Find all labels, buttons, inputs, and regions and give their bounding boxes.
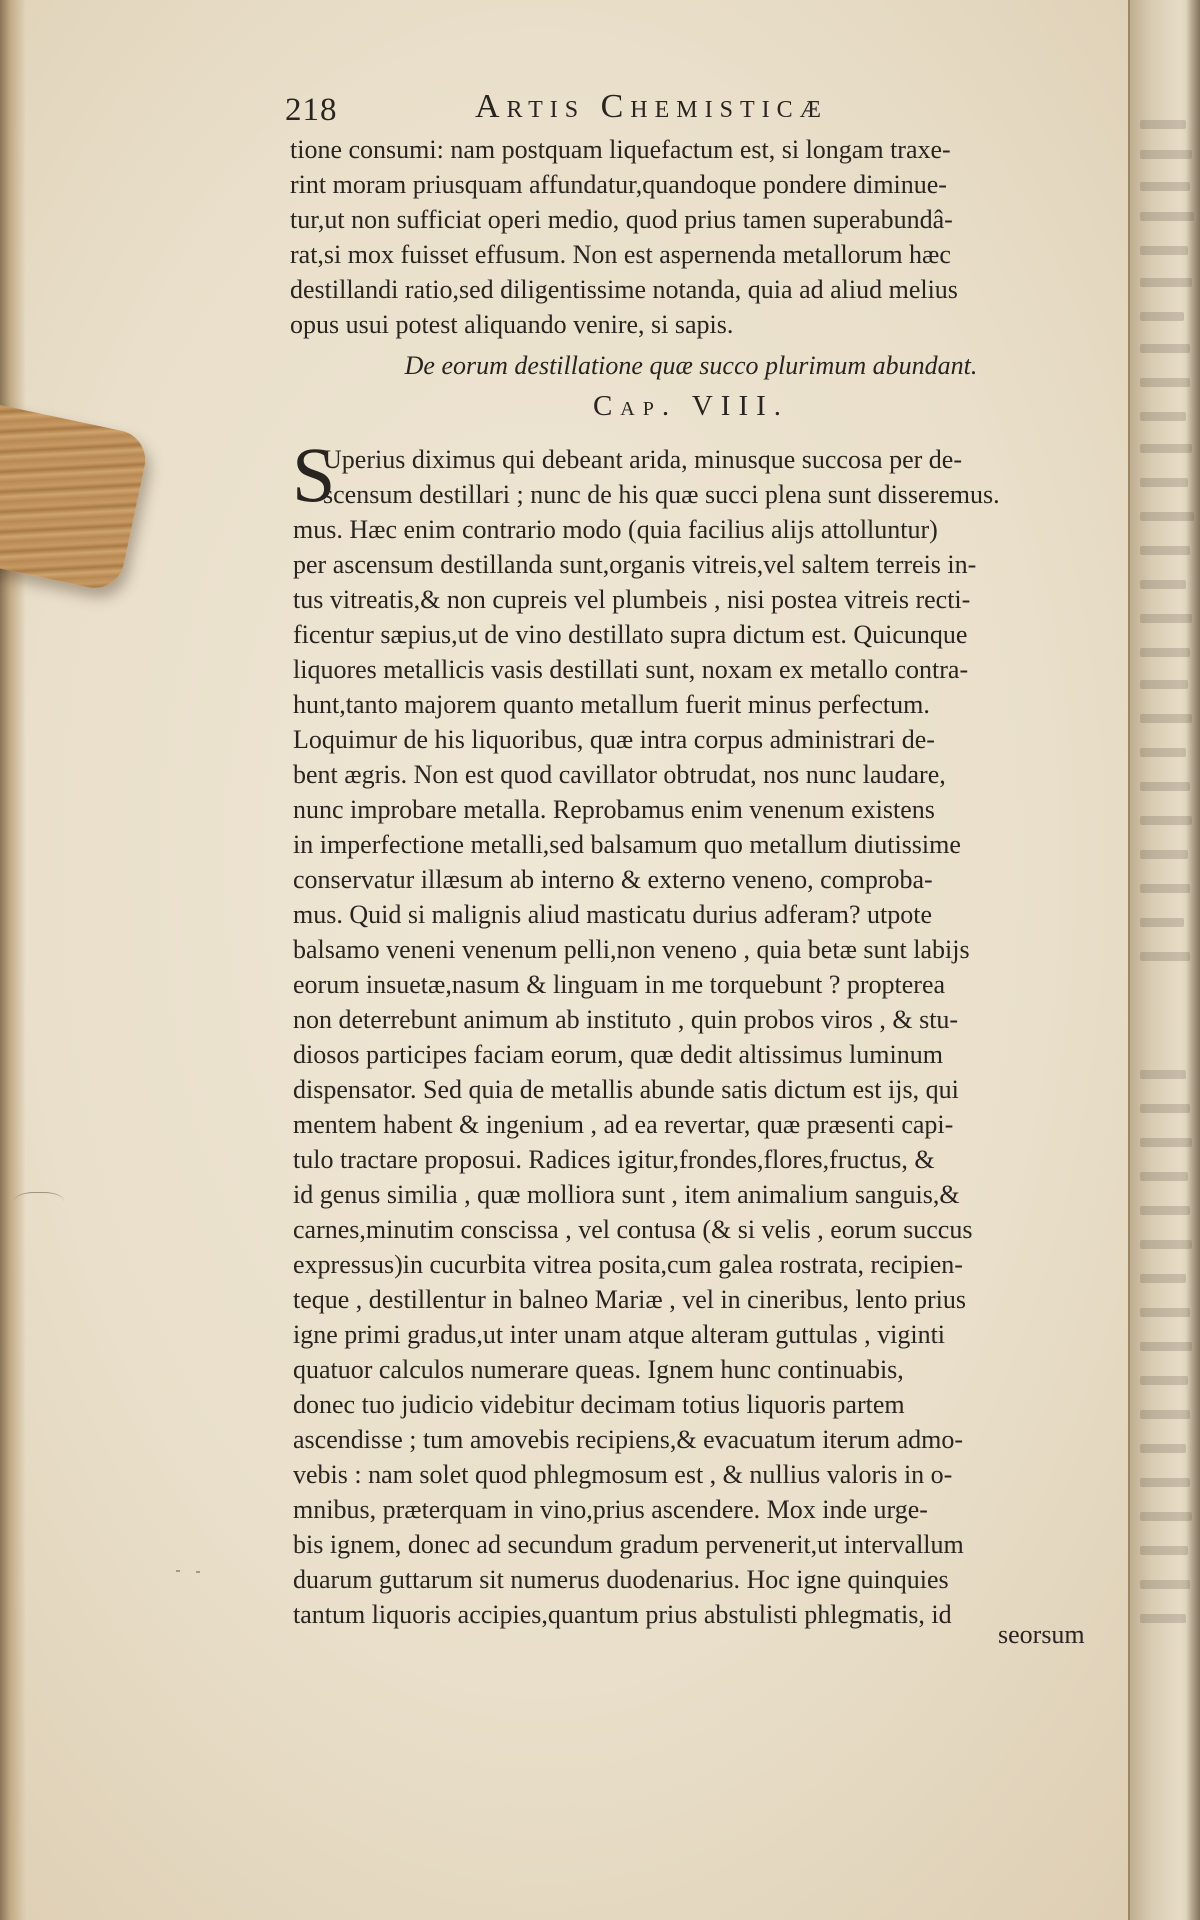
- wooden-page-holder: [0, 402, 151, 593]
- text-line: mentem habent & ingenium , ad ea revertar, quæ præsenti capi-: [293, 1110, 954, 1139]
- text-line: tur,ut non sufficiat operi medio, quod prius tamen superabundâ-: [290, 205, 953, 234]
- text-line: nunc improbare metalla. Reprobamus enim venenum existens: [293, 795, 935, 824]
- page-header: [285, 88, 1095, 128]
- text-line: id genus similia , quæ molliora sunt , item animalium sanguis,&: [293, 1180, 960, 1209]
- text-line: Loquimur de his liquoribus, quæ intra corpus administrari de-: [293, 725, 935, 754]
- fore-edge-shadow: [1186, 0, 1200, 1920]
- text-line: mus. Hæc enim contrario modo (quia facilius alijs attolluntur): [293, 515, 938, 544]
- text-line: ficentur sæpius,ut de vino destillato supra dictum est. Quicunque: [293, 620, 968, 649]
- text-line: expressus)in cucurbita vitrea posita,cum galea rostrata, recipien-: [293, 1250, 963, 1279]
- drop-cap: S: [292, 431, 336, 518]
- text-line: destillandi ratio,sed diligentissime notanda, quia ad aliud melius: [290, 275, 958, 304]
- text-line: opus usui potest aliquando venire, si sapis.: [290, 310, 734, 339]
- text-line: carnes,minutim conscissa , vel contusa (& si velis , eorum succus: [293, 1215, 973, 1244]
- chapter-number: Cap. VIII.: [592, 390, 790, 422]
- text-line: tantum liquoris accipies,quantum prius abstulisti phlegmatis, id: [293, 1600, 952, 1629]
- running-title: Artis Chemisticæ: [475, 88, 828, 125]
- text-line: non deterrebunt animum ab instituto , quin probos viros , & stu-: [293, 1005, 959, 1034]
- margin-pencil-mark: [14, 1192, 64, 1215]
- text-line: mus. Quid si malignis aliud masticatu durius adferam? utpote: [293, 900, 933, 929]
- text-line: igne primi gradus,ut inter unam atque alteram guttulas , viginti: [293, 1320, 946, 1349]
- text-line: bent ægris. Non est quod cavillator obtrudat, nos nunc laudare,: [293, 760, 946, 789]
- binding-gutter: [0, 0, 26, 1920]
- text-line: balsamo veneni venenum pelli,non veneno , quia betæ sunt labijs: [293, 935, 970, 964]
- text-line: dispensator. Sed quia de metallis abunde satis dictum est ijs, qui: [293, 1075, 959, 1104]
- page-number: 218: [285, 92, 338, 128]
- text-line: in imperfectione metalli,sed balsamum quo metallum diutissime: [293, 830, 961, 859]
- text-line: scensum destillari ; nunc de his quæ succi plena sunt disseremus.: [323, 480, 1000, 509]
- text-line: tione consumi: nam postquam liquefactum est, si longam traxe-: [290, 135, 951, 164]
- text-line: rat,si mox fuisset effusum. Non est aspernenda metallorum hæc: [290, 240, 951, 269]
- text-line: quatuor calculos numerare queas. Ignem hunc continuabis,: [293, 1355, 904, 1384]
- text-line: per ascensum destillanda sunt,organis vitreis,vel saltem terreis in-: [293, 550, 977, 579]
- text-line: rint moram priusquam affundatur,quandoque pondere diminue-: [290, 170, 947, 199]
- text-line: duarum guttarum sit numerus duodenarius. Hoc igne quinquies: [293, 1565, 949, 1594]
- text-line: bis ignem, donec ad secundum gradum pervenerit,ut intervallum: [293, 1530, 964, 1559]
- text-line: conservatur illæsum ab interno & externo veneno, comproba-: [293, 865, 933, 894]
- text-line: tulo tractare proposui. Radices igitur,frondes,flores,fructus, &: [293, 1145, 935, 1174]
- text-line: donec tuo judicio videbitur decimam totius liquoris partem: [293, 1390, 905, 1419]
- margin-dot: [176, 1570, 180, 1572]
- text-line: hunt,tanto majorem quanto metallum fuerit minus perfectum.: [293, 690, 930, 719]
- text-line: vebis : nam solet quod phlegmosum est , & nullius valoris in o-: [293, 1460, 953, 1489]
- text-line: teque , destillentur in balneo Mariæ , vel in cineribus, lento prius: [293, 1285, 966, 1314]
- text-line: liquores metallicis vasis destillati sunt, noxam ex metallo contra-: [293, 655, 969, 684]
- text-line: ascendisse ; tum amovebis recipiens,& evacuatum iterum admo-: [293, 1425, 964, 1454]
- chapter-body: [292, 431, 1093, 1632]
- text-line: Uperius diximus qui debeant arida, minusque succosa per de-: [323, 445, 962, 474]
- text-line: mnibus, præterquam in vino,prius ascendere. Mox inde urge-: [293, 1495, 928, 1524]
- text-line: eorum insuetæ,nasum & linguam in me torquebunt ? propterea: [293, 970, 946, 999]
- text-line: tus vitreatis,& non cupreis vel plumbeis , nisi postea vitreis recti-: [293, 585, 971, 614]
- continued-paragraph: [290, 132, 1092, 342]
- chapter-heading: De eorum destillatione quæ succo plurimum abundant.: [404, 351, 978, 380]
- margin-dot: [196, 1571, 200, 1573]
- catchword: seorsum: [998, 1620, 1085, 1649]
- text-line: diosos participes faciam eorum, quæ dedit altissimus luminum: [293, 1040, 943, 1069]
